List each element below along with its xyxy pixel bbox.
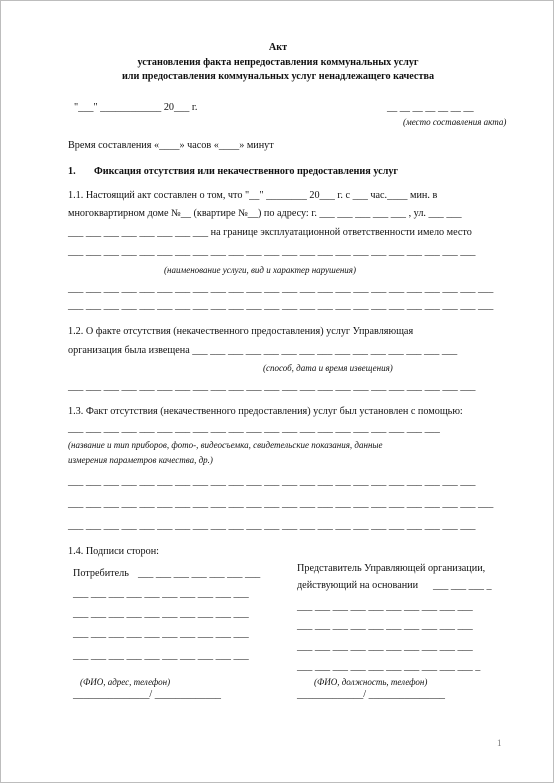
p13-caption-2: измерения параметров качества, др.)	[68, 455, 213, 465]
consumer-label: Потребитель	[73, 568, 129, 579]
place-caption: (место составления акта)	[403, 117, 507, 127]
org-line-3: ___ ___ ___ ___ ___ ___ ___ ___ ___ ___	[297, 641, 473, 652]
document-title: Акт	[268, 42, 288, 53]
org-blank: ___ ___ ___ _	[433, 580, 492, 591]
p12-line-1: 1.2. О факте отсутствия (некачественного предоставления) услуг Управляющая	[68, 326, 414, 337]
consumer-line-2: ___ ___ ___ ___ ___ ___ ___ ___ ___ ___	[73, 608, 249, 619]
p12-caption: (способ, дата и время извещения)	[263, 363, 393, 373]
org-line-4: ___ ___ ___ ___ ___ ___ ___ ___ ___ ___ _	[297, 661, 481, 672]
p13-line-1: 1.3. Факт отсутствия (некачественного предоставления) услуг был установлен с помощью:	[68, 406, 463, 417]
org-line-2: ___ ___ ___ ___ ___ ___ ___ ___ ___ ___	[297, 620, 473, 631]
page-number: 1	[497, 738, 502, 748]
org-caption: (ФИО, должность, телефон)	[314, 677, 428, 687]
p13-line-2: ___ ___ ___ ___ ___ ___ ___ ___ ___ ___ ___ ___ ___ ___ ___ ___ ___ ___ ___ ___ ___	[68, 423, 440, 434]
org-label-1: Представитель Управляющей организации,	[297, 563, 486, 574]
date-line: "___" ____________ 20___ г.	[74, 102, 198, 113]
place-line: __ __ __ __ __ __ __	[387, 102, 474, 113]
p11-caption: (наименование услуги, вид и характер нарушения)	[164, 265, 356, 275]
p13-caption-1: (название и тип приборов, фото-, видеосъемка, свидетельские показания, данные	[68, 440, 383, 450]
consumer-caption: (ФИО, адрес, телефон)	[80, 677, 171, 687]
section-1-heading: Фиксация отсутствия или некачественного предоставления услуг	[94, 166, 399, 177]
p11-line-6: ___ ___ ___ ___ ___ ___ ___ ___ ___ ___ ___ ___ ___ ___ ___ ___ ___ ___ ___ ___ ___ ___ ___ ___	[68, 300, 494, 311]
consumer-signature-line: _______________/ _____________	[73, 689, 222, 700]
time-line: Время составления «____» часов «____» минут	[68, 140, 274, 151]
document-subtitle-1: установления факта непредоставления коммунальных услуг	[137, 57, 419, 68]
consumer-blank: ___ ___ ___ ___ ___ ___ ___	[138, 568, 261, 579]
p11-line-2: многоквартирном доме №__ (квартире №__) по адресу: г. ___ ___ ___ ___ ___ , ул. ___ ___	[68, 208, 462, 219]
p11-line-3: ___ ___ ___ ___ ___ ___ ___ ___ на границе эксплуатационной ответственности имело место	[68, 227, 472, 238]
p14-heading: 1.4. Подписи сторон:	[68, 546, 159, 557]
org-signature-line: _____________/ _______________	[297, 689, 446, 700]
p13-line-4: ___ ___ ___ ___ ___ ___ ___ ___ ___ ___ ___ ___ ___ ___ ___ ___ ___ ___ ___ ___ ___ ___ ___ ___	[68, 498, 494, 509]
p13-line-3: ___ ___ ___ ___ ___ ___ ___ ___ ___ ___ ___ ___ ___ ___ ___ ___ ___ ___ ___ ___ ___ ___ ___	[68, 476, 476, 487]
p12-line-2: организация была извещена ___ ___ ___ ___ ___ ___ ___ ___ ___ ___ ___ ___ ___ ___ ___	[68, 345, 458, 356]
org-label-2: действующий на основании	[297, 580, 419, 591]
consumer-line-4: ___ ___ ___ ___ ___ ___ ___ ___ ___ ___	[73, 650, 249, 661]
p11-line-1: 1.1. Настоящий акт составлен о том, что "__" ________ 20___ г. с ___ час.____ мин. в	[68, 190, 438, 201]
p11-line-4: ___ ___ ___ ___ ___ ___ ___ ___ ___ ___ ___ ___ ___ ___ ___ ___ ___ ___ ___ ___ ___ ___ ___	[68, 246, 476, 257]
document-subtitle-2: или предоставления коммунальных услуг ненадлежащего качества	[121, 71, 435, 82]
p11-line-5: ___ ___ ___ ___ ___ ___ ___ ___ ___ ___ ___ ___ ___ ___ ___ ___ ___ ___ ___ ___ ___ ___ ___ ___	[68, 283, 494, 294]
org-line-1: ___ ___ ___ ___ ___ ___ ___ ___ ___ ___	[297, 601, 473, 612]
section-1-number: 1.	[68, 166, 76, 177]
p12-line-3: ___ ___ ___ ___ ___ ___ ___ ___ ___ ___ ___ ___ ___ ___ ___ ___ ___ ___ ___ ___ ___ ___ ___	[68, 381, 476, 392]
p13-line-5: ___ ___ ___ ___ ___ ___ ___ ___ ___ ___ ___ ___ ___ ___ ___ ___ ___ ___ ___ ___ ___ ___ ___	[68, 520, 476, 531]
consumer-line-3: ___ ___ ___ ___ ___ ___ ___ ___ ___ ___	[73, 628, 249, 639]
consumer-line-1: ___ ___ ___ ___ ___ ___ ___ ___ ___ ___	[73, 588, 249, 599]
